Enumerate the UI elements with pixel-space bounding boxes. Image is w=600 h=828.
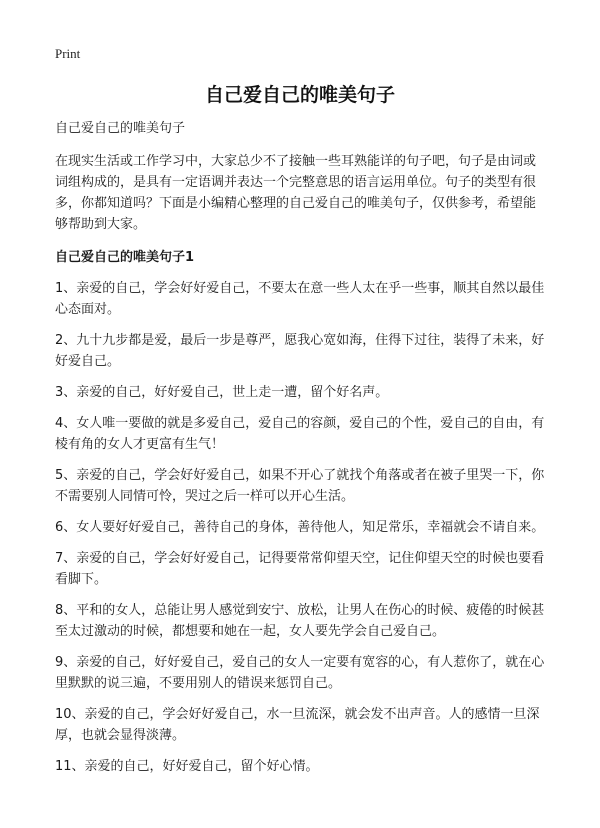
article-subtitle: 自己爱自己的唯美句子 — [55, 121, 186, 136]
list-item-6: 6、女人要好好爱自己，善待自己的身体，善待他人，知足常乐，幸福就会不请自来。 — [55, 520, 545, 535]
article-body — [55, 118, 547, 787]
section-heading: 自己爱自己的唯美句子1 — [55, 250, 195, 265]
page-title: 自己爱自己的唯美句子 — [204, 84, 395, 106]
list-item-5: 5、亲爱的自己，学会好好爱自己，如果不开心了就找个角落或者在被子里哭一下，你不需要别人同情可怜，哭过之后一样可以开心生活。 — [55, 468, 545, 504]
list-item-10: 10、亲爱的自己，学会好好爱自己，水一旦流深，就会发不出声音。人的感情一旦深厚，也就会显得淡薄。 — [55, 707, 540, 743]
intro-paragraph: 在现实生活或工作学习中，大家总少不了接触一些耳熟能详的句子吧，句子是由词或词组构成的，是具有一定语调并表达一个完整意思的语言运用单位。句子的类型有很多，你都知道吗？下面是小编精心整理的自己爱自己的唯美句子，仅供参考，希望能够帮助到大家。 — [55, 154, 537, 232]
list-item-8: 8、平和的女人，总能让男人感觉到安宁、放松，让男人在伤心的时候、疲倦的时候甚至太过激动的时候，都想要和她在一起，女人要先学会自己爱自己。 — [55, 603, 545, 639]
list-item-3: 3、亲爱的自己，好好爱自己，世上走一遭，留个好名声。 — [55, 385, 389, 400]
list-item-1: 1、亲爱的自己，学会好好爱自己，不要太在意一些人太在乎一些事，顺其自然以最佳心态面对。 — [55, 281, 545, 317]
list-item-2: 2、九十九步都是爱，最后一步是尊严，愿我心宽如海，住得下过往，装得了未来，好好爱自己。 — [55, 333, 545, 369]
print-link[interactable]: Print — [55, 46, 81, 61]
list-item-11: 11、亲爱的自己，好好爱自己，留个好心情。 — [55, 759, 319, 774]
list-item-4: 4、女人唯一要做的就是多爱自己，爱自己的容颜，爱自己的个性，爱自己的自由，有棱有角的女人才更富有生气！ — [55, 416, 545, 452]
list-item-9: 9、亲爱的自己，好好爱自己，爱自己的女人一定要有宽容的心，有人惹你了，就在心里默默的说三遍，不要用别人的错误来惩罚自己。 — [55, 655, 545, 691]
list-item-7: 7、亲爱的自己，学会好好爱自己，记得要常常仰望天空，记住仰望天空的时候也要看看脚下。 — [55, 551, 545, 587]
